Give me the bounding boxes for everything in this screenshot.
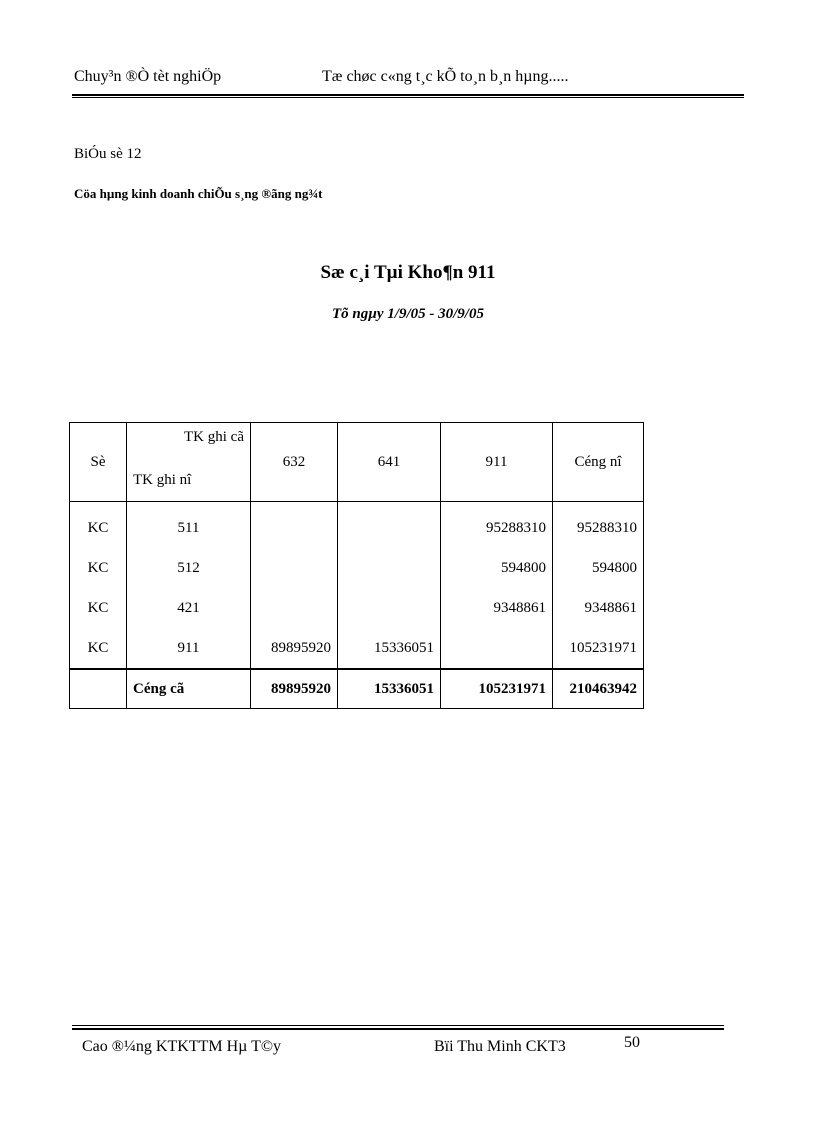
cell-911: 9348861: [441, 588, 553, 628]
cell-641: [338, 588, 441, 628]
footer-left: Cao ®¼ng KTKTTM Hµ T©y: [82, 1038, 281, 1055]
footer-rule: [72, 1028, 724, 1030]
header-left: Chuy³n ®Ò tèt nghiÖp: [74, 68, 222, 85]
ledger-table: [69, 422, 644, 709]
document-title: Sæ c¸i Tµi Kho¶n 911: [320, 262, 496, 283]
table-header-row: [70, 423, 644, 502]
document-subtitle: Tõ ngµy 1/9/05 - 30/9/05: [332, 306, 484, 322]
cell-641: 15336051: [338, 628, 441, 669]
col-header-632: 632: [251, 423, 338, 502]
total-641: 15336051: [338, 669, 441, 709]
cell-911: [441, 628, 553, 669]
col-header-tk-co: TK ghi cã: [184, 429, 244, 445]
col-header-911: 911: [441, 423, 553, 502]
table-row: [70, 628, 644, 669]
col-header-tk: [127, 423, 251, 502]
header-rule-thin: [72, 97, 744, 98]
cell-cong-no: 105231971: [553, 628, 644, 669]
cell-tk: 511: [127, 502, 251, 549]
cell-so-empty: [70, 669, 127, 709]
header-right: Tæ chøc c«ng t¸c kÕ to¸n b¸n hµng.....: [322, 68, 569, 85]
cell-so: KC: [70, 502, 127, 549]
table-row: [70, 502, 644, 549]
col-header-tk-no: TK ghi nî: [133, 472, 192, 488]
cell-tk: 421: [127, 588, 251, 628]
total-632: 89895920: [251, 669, 338, 709]
cell-632: [251, 502, 338, 549]
cell-632: [251, 548, 338, 588]
cell-632: 89895920: [251, 628, 338, 669]
page-number: 50: [624, 1034, 640, 1051]
table-row: [70, 588, 644, 628]
company-name: Cöa hµng kinh doanh chiÕu s¸ng ®ãng ng¾t: [74, 186, 323, 201]
col-header-cong-no: Céng nî: [553, 423, 644, 502]
cell-tk: 512: [127, 548, 251, 588]
table-total-row: [70, 669, 644, 709]
footer-rule-thin: [72, 1025, 724, 1026]
header-rule: [72, 94, 744, 96]
total-911: 105231971: [441, 669, 553, 709]
cell-641: [338, 502, 441, 549]
total-label: Céng cã: [127, 669, 251, 709]
cell-641: [338, 548, 441, 588]
cell-911: 594800: [441, 548, 553, 588]
cell-cong-no: 9348861: [553, 588, 644, 628]
cell-911: 95288310: [441, 502, 553, 549]
figure-label: BiÓu sè 12: [74, 146, 142, 162]
col-header-641: 641: [338, 423, 441, 502]
total-cong-no: 210463942: [553, 669, 644, 709]
cell-so: KC: [70, 588, 127, 628]
cell-cong-no: 594800: [553, 548, 644, 588]
cell-632: [251, 588, 338, 628]
footer-author: Bïi Thu Minh CKT3: [434, 1038, 566, 1055]
cell-so: KC: [70, 548, 127, 588]
cell-so: KC: [70, 628, 127, 669]
table-row: [70, 548, 644, 588]
cell-tk: 911: [127, 628, 251, 669]
col-header-so: Sè: [70, 423, 127, 502]
cell-cong-no: 95288310: [553, 502, 644, 549]
